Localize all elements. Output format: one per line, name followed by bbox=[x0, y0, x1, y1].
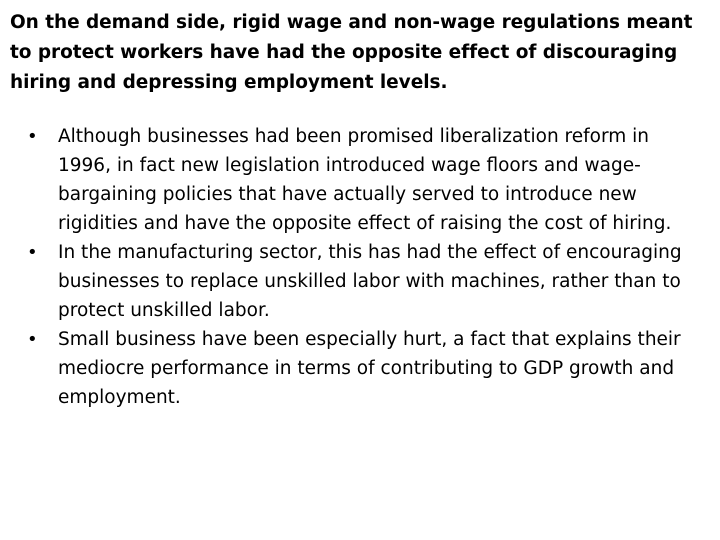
bullet-item bbox=[24, 238, 704, 325]
bullet-point-icon: • bbox=[27, 329, 38, 350]
bullet-text: Although businesses had been promised liberalization reform in 1996, in fact new legislation introduced wage floors and wage-bargaining policies that have actually served to introduce new rigidities and have the opposite effect of raising the cost of hiring. bbox=[58, 126, 672, 234]
bullet-item bbox=[24, 122, 704, 238]
bullet-text: In the manufacturing sector, this has had the effect of encouraging businesses to replace unskilled labor with machines, rather than to protect unskilled labor. bbox=[58, 242, 682, 321]
bullet-point-icon: • bbox=[27, 242, 38, 263]
bullet-list bbox=[24, 122, 704, 412]
slide-heading: On the demand side, rigid wage and non-wage regulations meant to protect workers have had the opposite effect of discouraging hiring and depressing employment levels. bbox=[10, 12, 693, 93]
bullet-item bbox=[24, 325, 704, 412]
bullet-point-icon: • bbox=[27, 126, 38, 147]
bullet-text: Small business have been especially hurt, a fact that explains their mediocre performance in terms of contributing to GDP growth and employment. bbox=[58, 329, 681, 408]
